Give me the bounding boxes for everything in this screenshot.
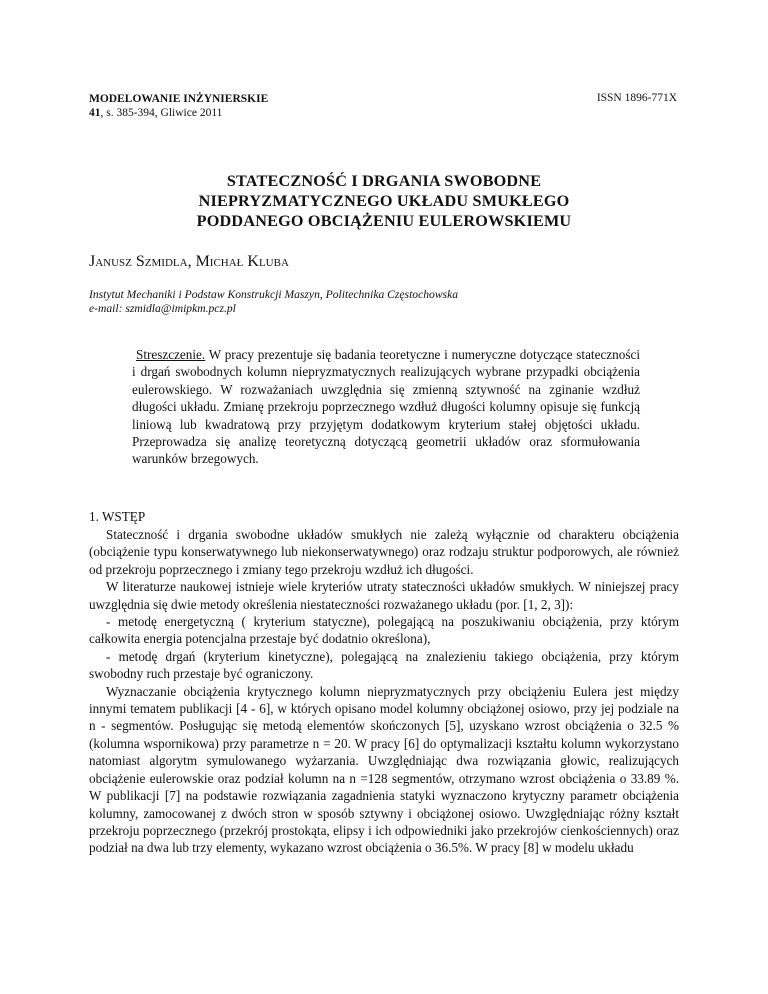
- journal-pages: , s. 385-394, Gliwice 2011: [100, 107, 223, 119]
- list-item: - metodę drgań (kryterium kinetyczne), polegającą na znalezieniu takiego obciążenia, przy którym swobodny ruch przestaje być ograniczony.: [89, 648, 679, 682]
- paper-title: [89, 171, 679, 231]
- issn: ISSN 1896-771X: [596, 92, 677, 104]
- journal-volume: 41: [89, 107, 101, 119]
- title-line: PODDANEGO OBCIĄŻENIU EULEROWSKIEMU: [196, 212, 572, 230]
- paragraph: W literaturze naukowej istnieje wiele kryteriów utraty stateczności układów smukłych. W niniejszej pracy uwzględnia się dwie metody określenia niestateczności rozważanego układu (por. [1, 2, 3]):: [89, 579, 679, 612]
- affiliation: Instytut Mechaniki i Podstaw Konstrukcji Maszyn, Politechnika Częstochowska: [89, 288, 459, 301]
- abstract-label: Streszczenie.: [136, 347, 206, 362]
- title-line: NIEPRYZMATYCZNEGO UKŁADU SMUKŁEGO: [198, 192, 570, 210]
- authors: Janusz Szmidla, Michał Kluba: [89, 253, 289, 270]
- email: e-mail: szmidla@imipkm.pcz.pl: [89, 302, 236, 315]
- abstract-text: W pracy prezentuje się badania teoretyczne i numeryczne dotyczące stateczności i drgań swobodnych kolumn niepryzmatycznych realizujących wybrane przypadki obciążenia eulerowskiego. W rozważaniach uwzględnia się zmienną sztywność na zginanie wzdłuż długości układu. Zmianę przekroju poprzecznego wzdłuż długości kolumny opisuje się funkcją liniową lub kwadratową przy przyjętym dodatkowym kryterium stałej objętości układu. Przeprowadza się analizę teoretyczną dotyczącą geometrii układów oraz sformułowania warunków brzegowych.: [132, 347, 640, 467]
- body-text: [89, 526, 679, 857]
- abstract: [132, 346, 640, 468]
- section-heading: 1. WSTĘP: [89, 509, 146, 524]
- journal-name: MODELOWANIE INŻYNIERSKIE: [89, 93, 269, 105]
- list-item: - metodę energetyczną ( kryterium statyczne), polegającą na poszukiwaniu obciążenia, przy którym całkowita energia potencjalna przestaje być dodatnio określona),: [89, 614, 679, 647]
- paragraph: Wyznaczanie obciążenia krytycznego kolumn niepryzmatycznych przy obciążeniu Eulera jest między innymi tematem publikacji [4 - 6], w których opisano model kolumny obciążonej osiowo, przy jej podziale na n - segmentów. Posługując się metodą elementów skończonych [5], uzyskano wzrost obciążenia o 32.5 % (kolumna wspornikowa) przy parametrze n = 20. W pracy [6] do optymalizacji kształtu kolumn wykorzystano natomiast algorytm symulowanego wyżarzania. Uwzględniając dwa rozwiązania głowic, realizujących obciążenie eulerowskie oraz podział kolumn na n =128 segmentów, otrzymano wzrost obciążenia o 33.89 %. W publikacji [7] na podstawie rozwiązania zagadnienia statyki wyznaczono krytyczny parametr obciążenia kolumny, zamocowanej z dwóch stron w sposób sztywny i obciążonej osiowo. Uwzględniając różny kształt przekroju poprzecznego (przekrój prostokąta, elipsy i ich odpowiedniki jako przekrojów cienkościennych) oraz podział na dwa lub trzy elementy, wykazano wzrost obciążenia o 36.5%. W pracy [8] w modelu układu: [89, 683, 679, 856]
- journal-citation: [89, 106, 268, 120]
- paragraph: Stateczność i drgania swobodne układów smukłych nie zależą wyłącznie od charakteru obciążenia (obciążenie typu konserwatywnego lub niekonserwatywnego) oraz rodzaju struktur podporowych, ale również od przekroju poprzecznego i zmiany tego przekroju wzdłuż ich długości.: [89, 527, 679, 577]
- affiliation-block: [89, 288, 458, 316]
- title-line: STATECZNOŚĆ I DRGANIA SWOBODNE: [226, 172, 542, 190]
- journal-header: [89, 92, 268, 120]
